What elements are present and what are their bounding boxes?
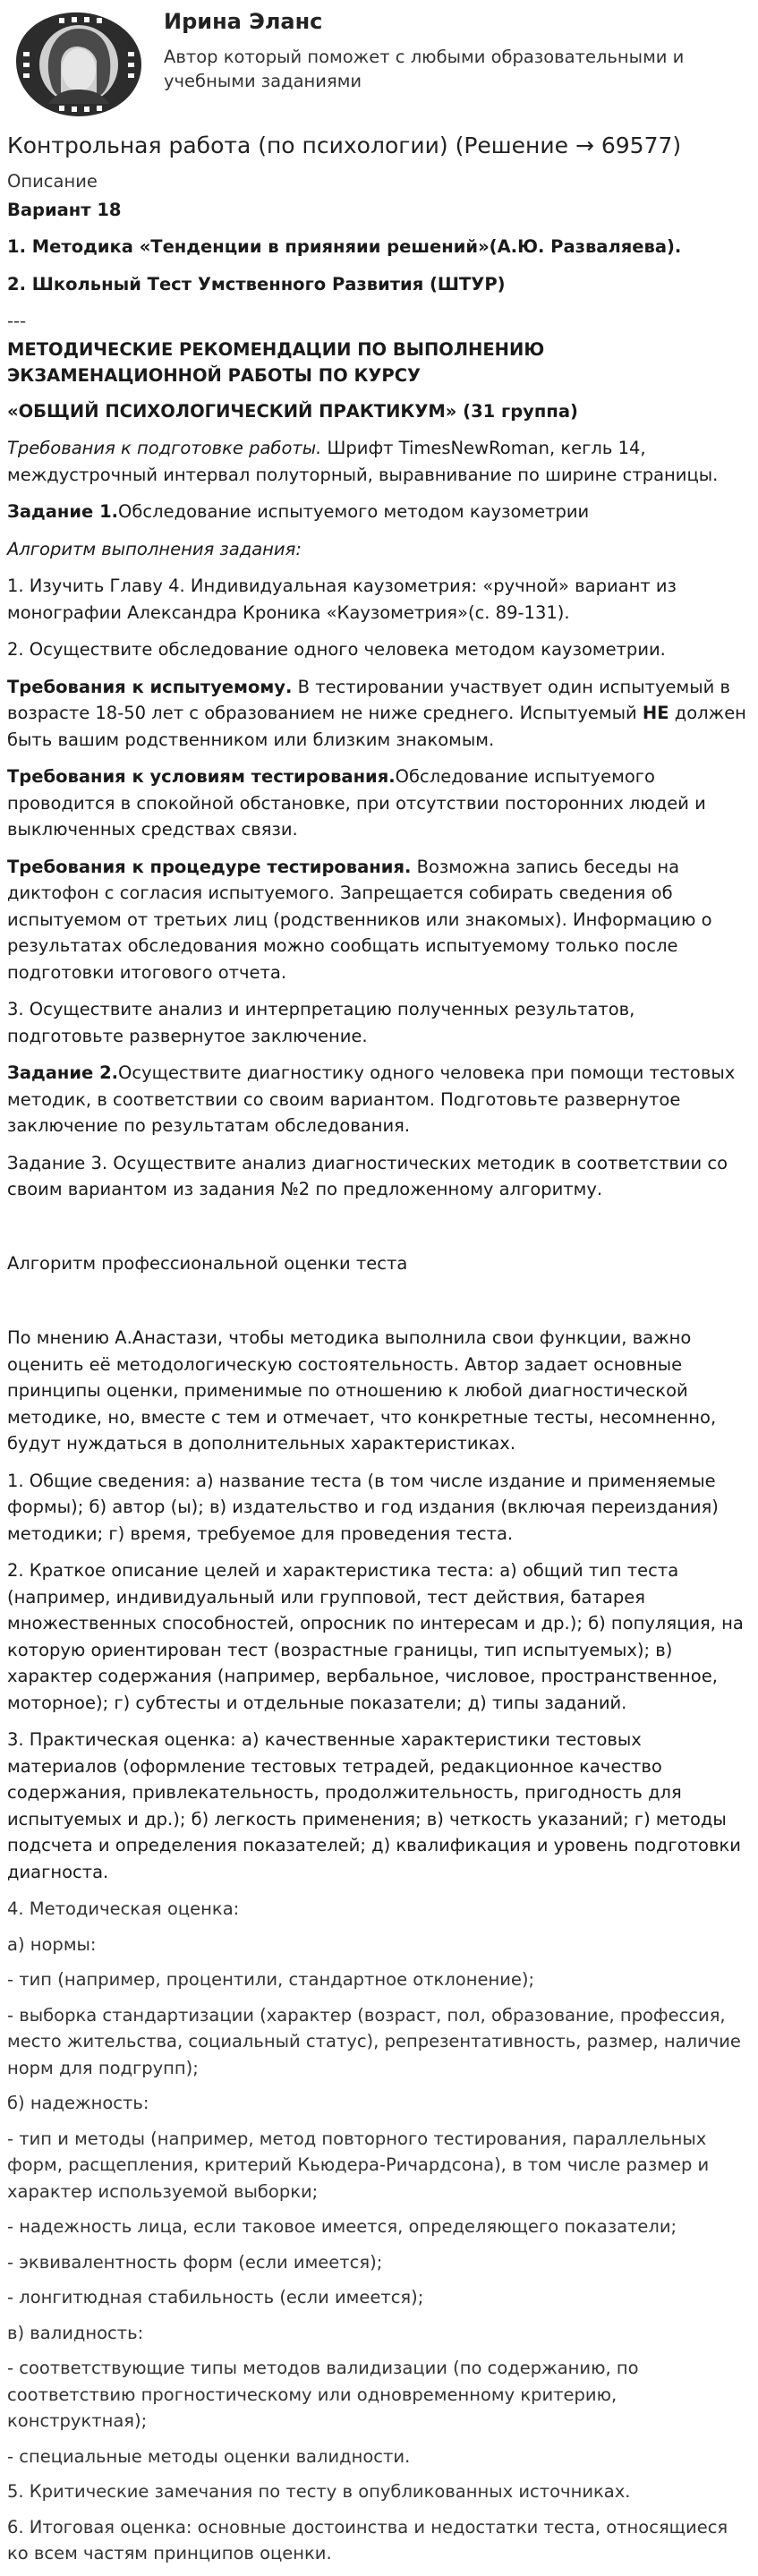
author-description: Автор который поможет с любыми образовательными и учебными заданиями bbox=[164, 47, 685, 91]
requirements-subject-text: В тестировании участвует один испытуемый в возрасте 18-50 лет с образованием не ниже среднего. Испытуемый bbox=[7, 676, 730, 723]
validity-special: - специальные методы оценки валидности. bbox=[7, 2445, 411, 2467]
norms-sample: - выборка стандартизации (характер (возраст, пол, образование, профессия, место жительства, социальный статус), репрезентативность, размер, наличие норм для подгрупп); bbox=[7, 2004, 741, 2078]
requirements-subject-text-end: должен быть вашим родственником или близким знакомым. bbox=[7, 703, 746, 750]
requirements-conditions-label: Требования к условиям тестирования. bbox=[7, 766, 396, 787]
task-2-text: Осуществите диагностику одного человека при помощи тестовых методик, в соответствии со своим вариантом. Подготовьте развернутое заключение по результатам обследования. bbox=[7, 1062, 736, 1136]
validity-label: в) валидность: bbox=[7, 2322, 144, 2343]
reliability-methods: - тип и методы (например, метод повторного тестирования, параллельных форм, расщепления, критерий Кьюдера-Ричардсона), в том числе размер и характер используемой выборки; bbox=[7, 2128, 710, 2202]
step-2: 2. Осуществите обследование одного человека методом каузометрии. bbox=[7, 639, 666, 660]
variant: Вариант 18 bbox=[7, 199, 122, 220]
spacer bbox=[7, 1214, 750, 1241]
requirements-conditions-text: Обследование испытуемого проводится в спокойной обстановке, при отсутствии посторонних людей и выключенных средствах связи. bbox=[7, 766, 706, 840]
reliability-label: б) надежность: bbox=[7, 2093, 149, 2113]
requirements-procedure-text: Возможна запись беседы на диктофон с согласия испытуемого. Запрещается собирать сведения об испытуемом от третьих лиц (родственников или знакомых). Информацию о результатах обследования можно сообщать испытуемому только после подготовки итогового отчета. bbox=[7, 856, 712, 983]
requirements-subject-label: Требования к испытуемому. bbox=[7, 676, 293, 697]
algorithm-title: Алгоритм профессиональной оценки теста bbox=[7, 1253, 408, 1274]
task-1-label: Задание 1. bbox=[7, 501, 119, 522]
author-header bbox=[0, 0, 758, 130]
method-1: 1. Методика «Тенденции в прияняии решений»(А.Ю. Разваляева). bbox=[7, 236, 682, 257]
eval-item-6: 6. Итоговая оценка: основные достоинства и недостатки теста, относящиеся ко всем частям принципов оценки. bbox=[7, 2516, 728, 2563]
eval-item-4: 4. Методическая оценка: bbox=[7, 1898, 240, 1919]
separator: --- bbox=[7, 311, 27, 331]
step-3: 3. Осуществите анализ и интерпретацию полученных результатов, подготовьте развернутое заключение. bbox=[7, 999, 635, 1046]
eval-item-2: 2. Краткое описание целей и характеристика теста: а) общий тип теста (например, индивидуальный или групповой, тест действия, батарея множественных способностей, опросник по интересам и др.); б) популяция, на которую ориентирован тест (возрастные границы, тип испытуемых); в) характер содержания (например, вербальное, числовое, пространственное, моторное); г) субтесты и отдельные показатели; д) типы заданий. bbox=[7, 1560, 744, 1713]
document-body bbox=[7, 168, 750, 2576]
reliability-scorer: - надежность лица, если таковое имеется, определяющего показатели; bbox=[7, 2216, 677, 2237]
heading-course: «ОБЩИЙ ПСИХОЛОГИЧЕСКИЙ ПРАКТИКУМ» (31 группа) bbox=[7, 400, 578, 422]
step-1: 1. Изучить Главу 4. Индивидуальная каузометрия: «ручной» вариант из монографии Александра Кроника «Каузометрия»(с. 89-131). bbox=[7, 576, 677, 623]
page-title: Контрольная работа (по психологии) (Решение → 69577) bbox=[7, 132, 682, 158]
requirements-procedure bbox=[7, 854, 750, 986]
description-label: Описание bbox=[7, 171, 98, 192]
task-3: Задание 3. Осуществите анализ диагностических методик в соответствии со своим вариантом из задания №2 по предложенному алгоритму. bbox=[7, 1152, 728, 1199]
task-1 bbox=[7, 499, 750, 525]
requirements-preparation-label: Требования к подготовке работы. bbox=[7, 438, 322, 458]
eval-item-3: 3. Практическая оценка: а) качественные характеристики тестовых материалов (оформление тестовых тетрадей, редакционное качество содержания, привлекательность, продолжительность, пригодность для испытуемых и др.); б) легкость применения; в) четкость указаний; г) методы подсчета и определения показателей; д) квалификация и уровень подготовки диагноста. bbox=[7, 1729, 741, 1882]
task-2 bbox=[7, 1060, 750, 1139]
norms-label: а) нормы: bbox=[7, 1933, 97, 1955]
anastasi-intro: По мнению А.Анастази, чтобы методика выполнила свои функции, важно оценить её методологическую состоятельность. Автор задает основные принципы оценки, применимые по отношению к любой диагностической методике, но, вместе с тем и отмечает, что конкретные тесты, несомненно, будут нуждаться в дополнительных характеристиках. bbox=[7, 1327, 717, 1454]
task-1-text: Обследование испытуемого методом каузометрии bbox=[118, 501, 590, 522]
task-2-label: Задание 2. bbox=[7, 1062, 119, 1083]
author-name[interactable]: Ирина Эланс bbox=[164, 9, 323, 34]
spacer bbox=[7, 1288, 750, 1315]
algorithm-label: Алгоритм выполнения задания: bbox=[7, 538, 302, 559]
reliability-forms: - эквивалентность форм (если имеется); bbox=[7, 2251, 383, 2273]
validity-types: - соответствующие типы методов валидизации (по содержанию, по соответствию прогностическому или одновременному критерию, конструктная); bbox=[7, 2358, 639, 2431]
heading-recommendations: МЕТОДИЧЕСКИЕ РЕКОМЕНДАЦИИ ПО ВЫПОЛНЕНИЮ ЭКЗАМЕНАЦИОННОЙ РАБОТЫ ПО КУРСУ bbox=[7, 338, 545, 386]
author-avatar[interactable] bbox=[7, 7, 150, 122]
requirements-preparation-text: Шрифт TimesNewRoman, кегль 14, междустрочный интервал полуторный, выравнивание по ширине страницы. bbox=[7, 438, 719, 485]
norms-type: - тип (например, процентили, стандартное отклонение); bbox=[7, 1969, 535, 1990]
requirements-subject-not: НЕ bbox=[642, 703, 669, 723]
requirements-subject bbox=[7, 674, 750, 754]
eval-item-1: 1. Общие сведения: а) название теста (в том числе издание и применяемые формы); б) автор (ы); в) издательство и год издания (включая переиздания) методики; г) время, требуемое для проведения теста. bbox=[7, 1470, 719, 1544]
requirements-procedure-label: Требования к процедуре тестирования. bbox=[7, 856, 412, 877]
eval-item-5: 5. Критические замечания по тесту в опубликованных источниках. bbox=[7, 2481, 631, 2502]
reliability-longitudinal: - лонгитюдная стабильность (если имеется); bbox=[7, 2287, 424, 2307]
method-2: 2. Школьный Тест Умственного Развития (ШТУР) bbox=[7, 273, 506, 294]
requirements-conditions bbox=[7, 763, 750, 843]
requirements-preparation bbox=[7, 435, 750, 488]
